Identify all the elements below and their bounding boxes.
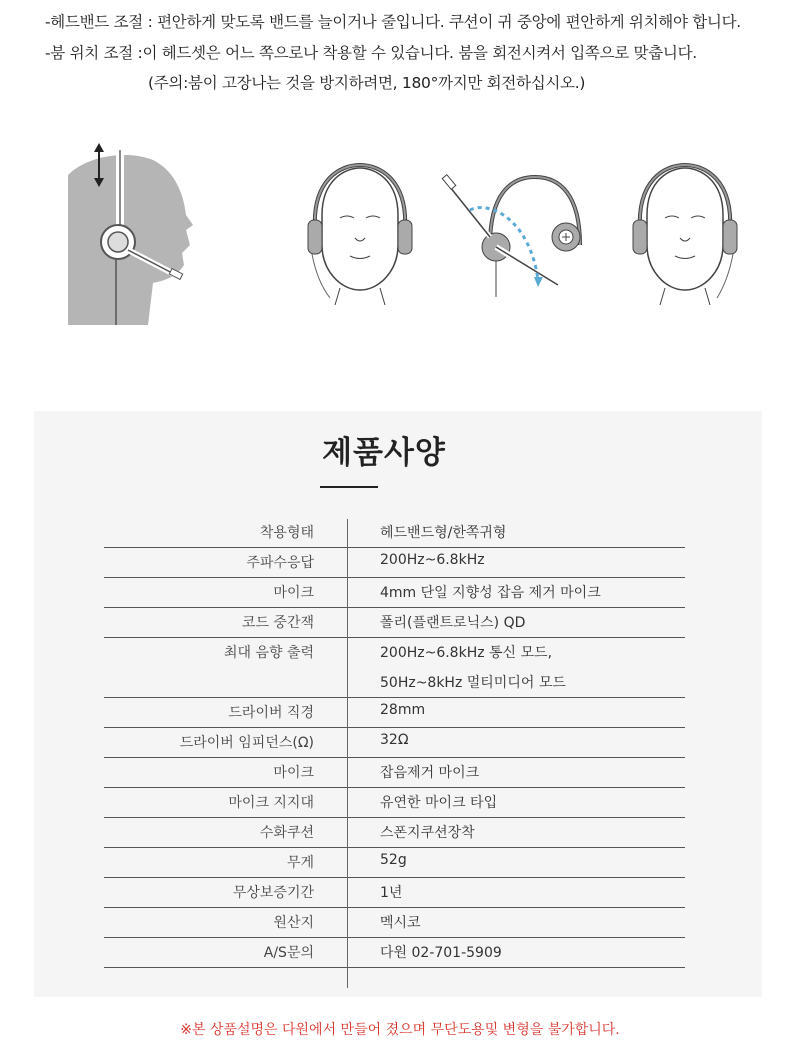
spec-label: 최대 음향 출력 [223, 645, 314, 661]
row-divider [104, 547, 685, 548]
spec-value: 유연한 마이크 타입 [380, 795, 498, 811]
row-divider [104, 637, 685, 638]
spec-value: 200Hz~6.8kHz 통신 모드, [380, 645, 553, 661]
spec-value-second-line: 50Hz~8kHz 멀티미디어 모드 [380, 675, 566, 691]
row-divider [104, 727, 685, 728]
spec-label: 마이크 [273, 585, 314, 601]
row-divider [104, 907, 685, 908]
spec-label: 코드 중간잭 [241, 615, 314, 631]
row-divider [104, 787, 685, 788]
front-headset-illustration-right [625, 160, 745, 305]
spec-label: 원산지 [273, 915, 314, 931]
spec-value: 32Ω [380, 732, 409, 748]
boom-caution-note: (주의:붐이 고장나는 것을 방지하려면, 180°까지만 회전하십시오.) [148, 74, 586, 92]
spec-title: 제품사양 [322, 435, 446, 471]
row-divider [104, 967, 685, 968]
row-divider [104, 847, 685, 848]
headband-instruction: -헤드밴드 조절 : 편안하게 맞도록 밴드를 늘이거나 줄입니다. 쿠션이 귀 중앙에 편안하게 위치해야 합니다. [45, 13, 741, 31]
spec-value: 다원 02-701-5909 [380, 945, 502, 961]
row-divider [104, 697, 685, 698]
spec-label: 수화쿠션 [259, 825, 314, 841]
wearing-illustrations [0, 135, 800, 365]
row-divider [104, 877, 685, 878]
title-underline [320, 486, 378, 488]
headband-adjust-illustration [58, 135, 208, 330]
spec-label: 마이크 지지대 [228, 795, 314, 811]
spec-value: 28mm [380, 702, 426, 718]
spec-label: 무게 [286, 855, 314, 871]
row-divider [104, 937, 685, 938]
spec-label: 마이크 [273, 765, 314, 781]
spec-label: 드라이버 직경 [228, 705, 314, 721]
row-divider [104, 817, 685, 818]
spec-label: 드라이버 임피던스(Ω) [179, 735, 314, 751]
spec-value: 멕시코 [380, 915, 421, 931]
spec-value: 1년 [380, 885, 403, 901]
boom-rotation-illustration [440, 165, 590, 305]
spec-value: 52g [380, 852, 407, 868]
spec-value: 4mm 단일 지향성 잡음 제거 마이크 [380, 585, 601, 601]
spec-value: 잡음제거 마이크 [380, 765, 480, 781]
spec-panel [34, 411, 762, 997]
boom-instruction: -붐 위치 조절 :이 헤드셋은 어느 쪽으로나 착용할 수 있습니다. 붐을 회전시켜서 입쪽으로 맞춥니다. [45, 44, 697, 62]
copyright-notice: ※본 상품설명은 다원에서 만들어 졌으며 무단도용및 변형을 불가합니다. [180, 1022, 620, 1038]
spec-value: 스폰지쿠션장착 [380, 825, 475, 841]
row-divider [104, 577, 685, 578]
spec-label: 주파수응답 [246, 555, 314, 571]
spec-value: 200Hz~6.8kHz [380, 552, 485, 568]
spec-label: A/S문의 [263, 945, 314, 961]
spec-value: 헤드밴드형/한쪽귀형 [380, 525, 507, 541]
row-divider [104, 757, 685, 758]
row-divider [104, 607, 685, 608]
spec-label: 무상보증기간 [232, 885, 314, 901]
spec-label: 착용형태 [259, 525, 314, 541]
front-headset-illustration-left [300, 160, 420, 305]
column-divider [347, 519, 348, 988]
spec-value: 폴리(플랜트로닉스) QD [380, 615, 526, 631]
